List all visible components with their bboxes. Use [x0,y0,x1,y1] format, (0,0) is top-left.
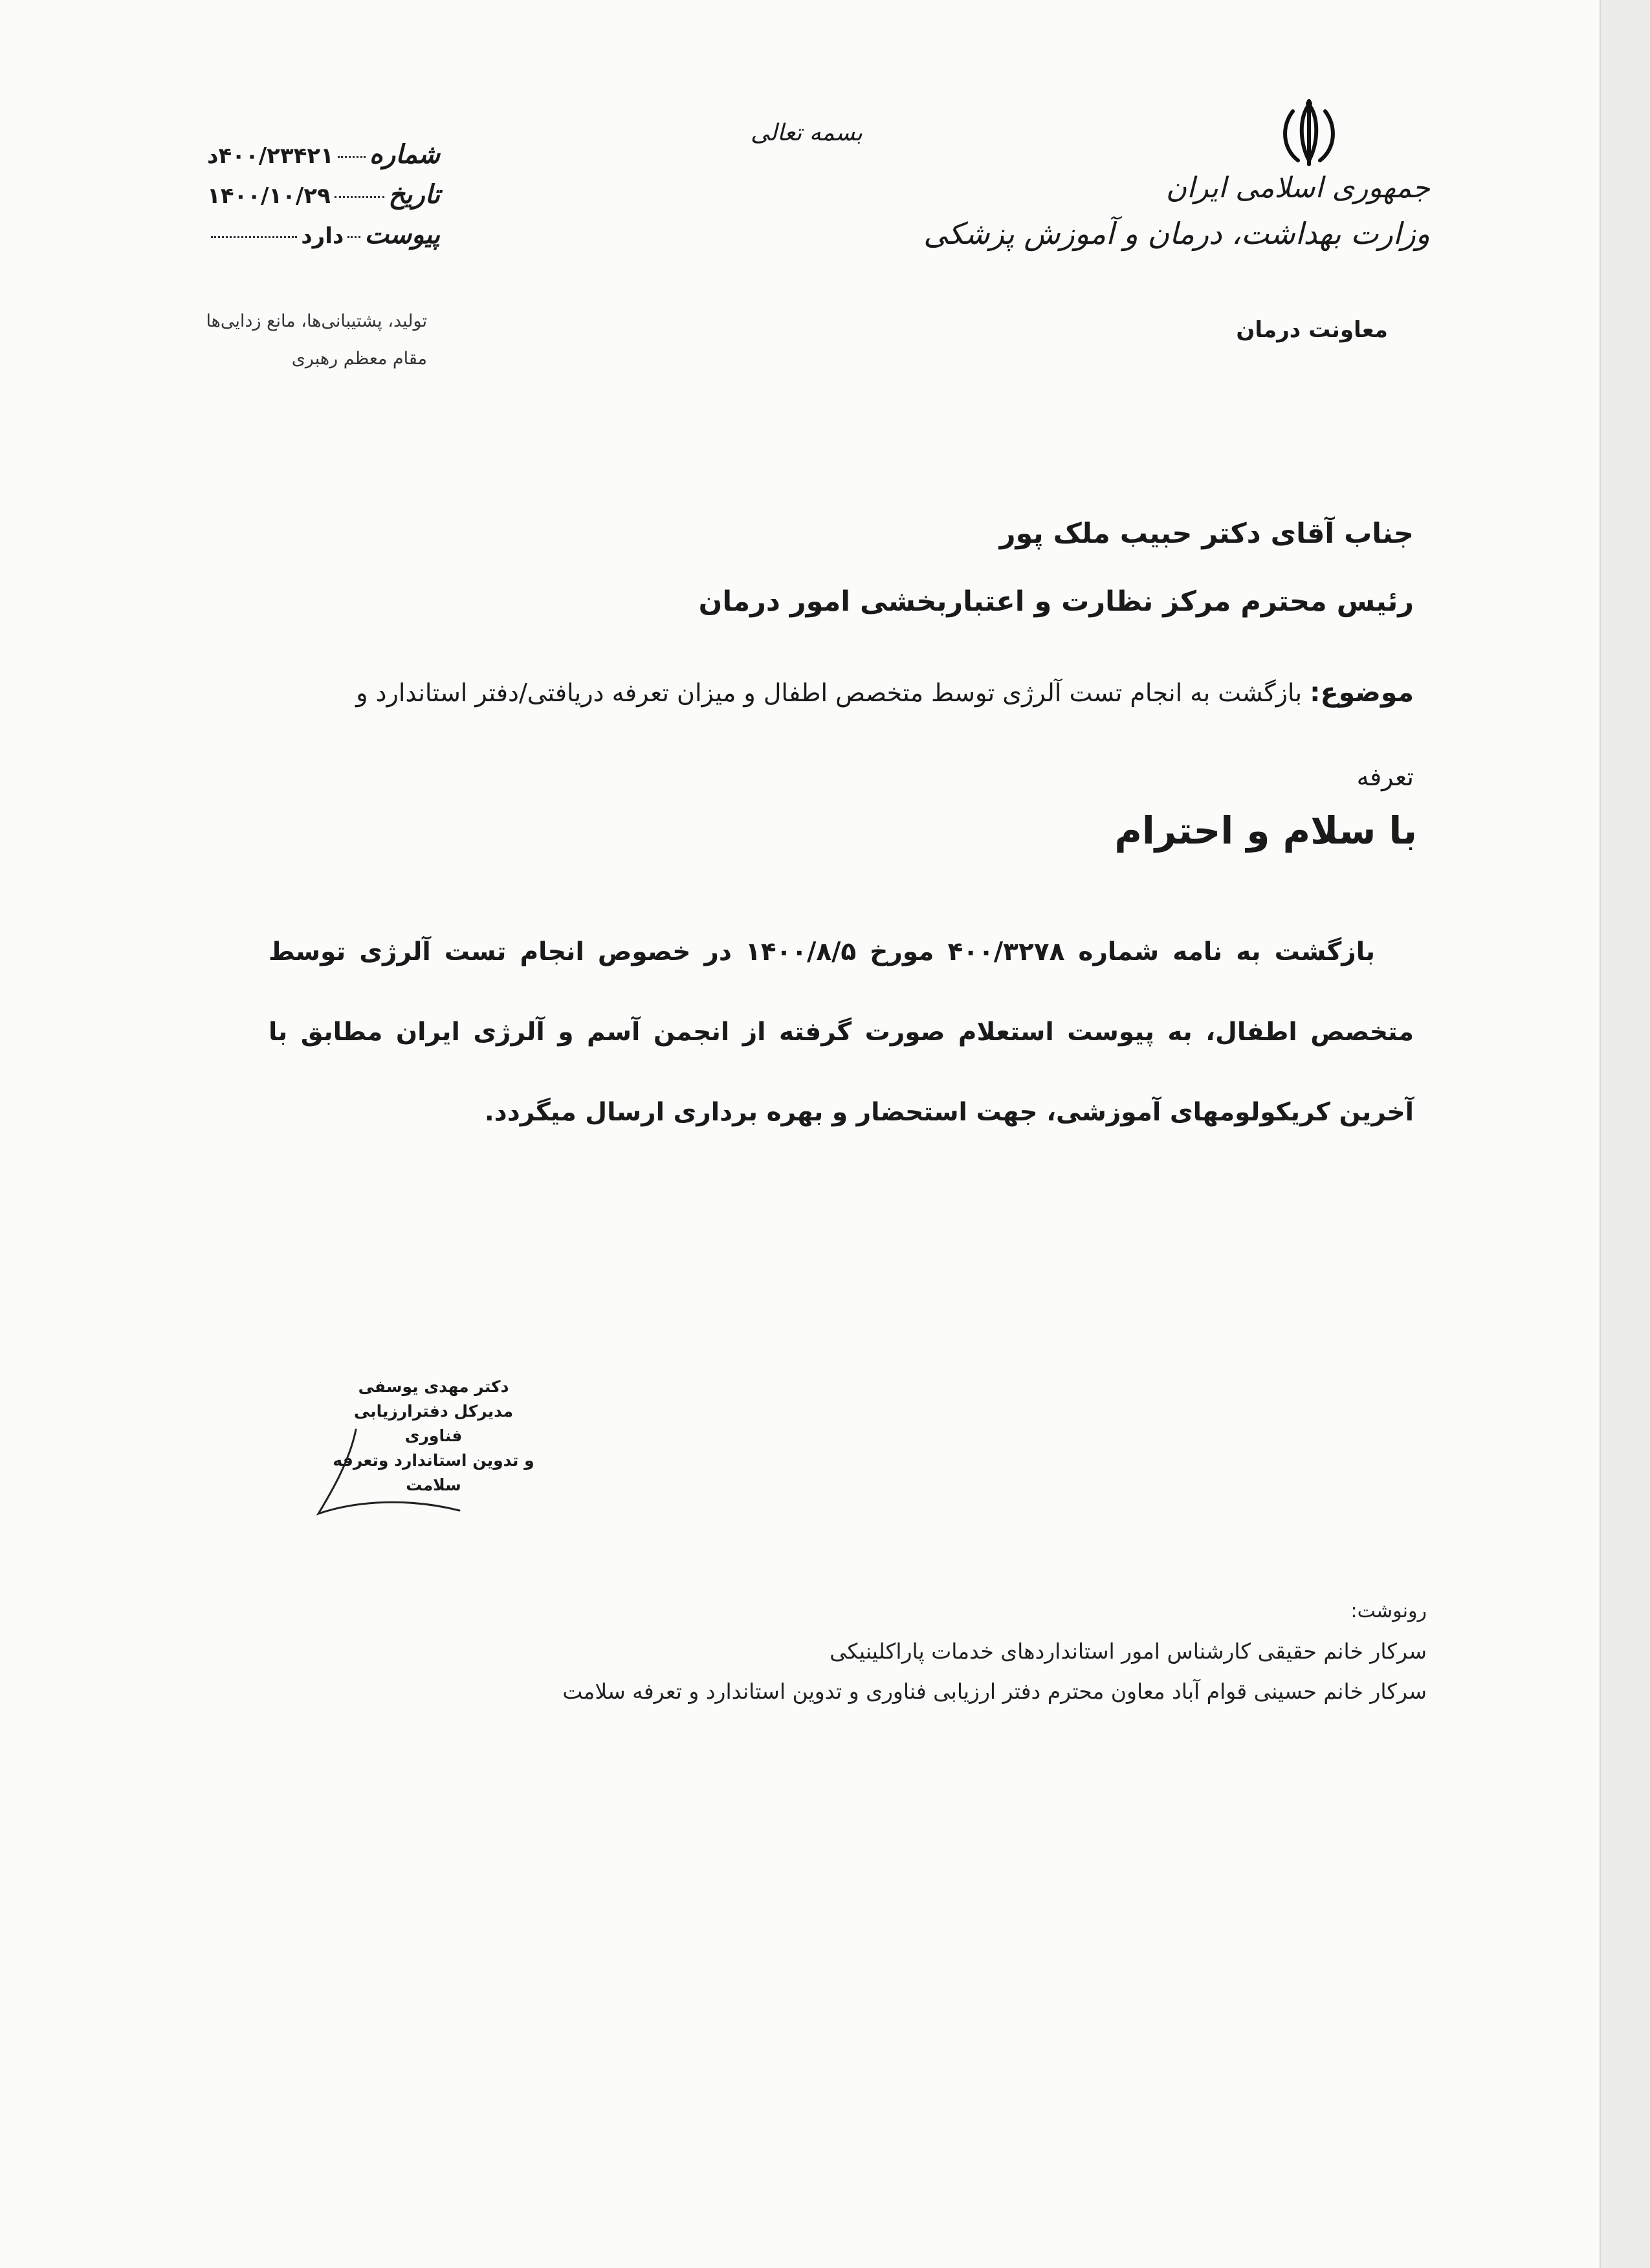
ministry-header [923,169,1430,252]
slogan-line-1: تولید، پشتیبانی‌ها، مانع زدایی‌ها [206,311,427,331]
scan-edge-strip [1600,0,1650,2268]
number-label: شماره [369,139,440,169]
dotted-line [338,156,366,158]
addressee-name: جناب آقای دکتر حبیب ملک پور [999,518,1414,550]
body-paragraph: بازگشت به نامه شماره ۴۰۰/۳۲۷۸ مورخ ۱۴۰۰/۸/۵ در خصوص انجام تست آلرژی توسط متخصص اطفال، به پیوست استعلام صورت گرفته از انجمن آسم و آلرژی ایران مطابق با آخرین کریکولومهای آموزشی، جهت استحضار و بهره برداری ارسال میگردد. [269,937,1414,1127]
signer-name: دکتر مهدی یوسفی [358,1377,509,1396]
ministry-line-2: وزارت بهداشت، درمان و آموزش پزشکی [923,216,1430,251]
letter-body [269,912,1414,1153]
number-value: ۴۰۰/۲۳۴۲۱د [207,143,334,169]
slogan-line-2: مقام معظم رهبری [291,349,427,369]
cc-title: رونوشت: [1350,1600,1427,1622]
meta-date-row [207,179,440,219]
meta-number-row [207,139,440,179]
cc-item-2: سرکار خانم حسینی قوام آباد معاون محترم دفتر ارزیابی فناوری و تدوین استاندارد و تعرفه سلامت [562,1679,1427,1704]
meta-attachment-row [207,219,440,259]
cc-item-1: سرکار خانم حقیقی کارشناس امور استانداردهای خدمات پاراکلینیکی [830,1639,1427,1664]
greeting: با سلام و احترام [1114,809,1417,853]
subject-line [294,650,1414,819]
signer-role-1: مدیرکل دفترارزیابی فناوری [353,1402,514,1445]
date-value: ۱۴۰۰/۱۰/۲۹ [207,183,331,209]
letter-meta [207,139,440,259]
addressee-title: رئیس محترم مرکز نظارت و اعتباربخشی امور درمان [698,585,1414,618]
subject-label: موضوع: [1310,677,1414,708]
attachment-label: پیوست [364,219,440,250]
slogan [168,303,427,378]
dotted-line [335,196,385,198]
signer-role-2: و تدوین استاندارد وتعرفه سلامت [333,1451,534,1494]
dotted-line [347,236,360,238]
iran-emblem-icon [1273,97,1345,168]
bismillah-heading: بسمه تعالی [751,120,863,146]
deputy-title: معاونت درمان [1236,317,1388,343]
subject-text: بازگشت به انجام تست آلرژی توسط متخصص اطفال و میزان تعرفه دریافتی/دفتر استاندارد و تعرفه [356,679,1414,791]
cc-block [562,1591,1427,1712]
date-label: تاریخ [388,179,440,210]
handwritten-signature-icon [311,1423,479,1527]
dotted-line [211,236,297,238]
ministry-line-1: جمهوری اسلامی ایران [1165,171,1430,204]
attachment-value: دارد [301,223,344,249]
